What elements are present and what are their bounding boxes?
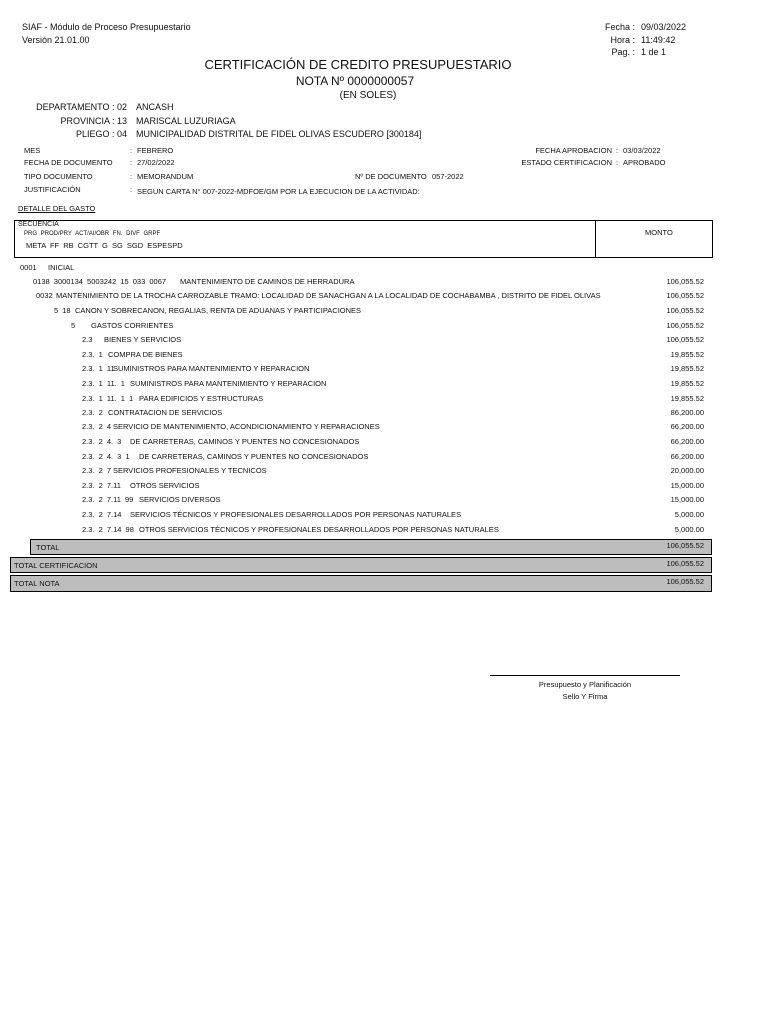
line-description: CONTRATACION DE SERVICIOS [108, 408, 223, 417]
line-description: COMPRA DE BIENES [108, 350, 183, 359]
line-code: 2.3. 2 4. 3 1 [82, 452, 130, 461]
line-code: 2.3. 2 7 [82, 466, 112, 475]
detalle-header-box [14, 220, 713, 258]
line-description: SUMINISTROS PARA MANTENIMIENTO Y REPARACION [130, 379, 327, 388]
fecha-aprobacion-label: FECHA APROBACION [535, 146, 612, 155]
numero-documento-value: 057-2022 [432, 172, 464, 181]
fecha-label: Fecha : [604, 22, 635, 32]
line-description: MANTENIMIENTO DE LA TROCHA CARROZABLE TRAMO: LOCALIDAD DE SANACHGAN A LA LOCALIDAD DE COCHABAMBA , DISTRITO DE FIDEL OLIVAS [56, 291, 601, 300]
line-amount: 15,000.00 [670, 481, 704, 490]
detalle-gasto-title: DETALLE DEL GASTO [18, 204, 96, 213]
page-value: 1 de 1 [641, 47, 667, 57]
detail-line [0, 394, 768, 406]
line-amount: 5,000.00 [674, 525, 704, 534]
detail-line [0, 466, 768, 478]
tipo-documento-label: TIPO DOCUMENTO [24, 172, 93, 181]
line-amount: 66,200.00 [670, 452, 704, 461]
total-row [30, 539, 712, 555]
detail-line [0, 437, 768, 449]
fecha-aprobacion-value: 03/03/2022 [623, 146, 661, 155]
total-nota-value: 106,055.52 [666, 577, 704, 586]
line-code: 2.3. 1 11 [82, 364, 115, 373]
line-description: DE CARRETERAS, CAMINOS Y PUENTES NO CONCESIONADOS [139, 452, 369, 461]
line-code: 0138 3000134 5003242 15 033 0067 [33, 277, 167, 286]
detail-line [0, 306, 768, 318]
colon: : [130, 158, 133, 167]
line-description: MANTENIMIENTO DE CAMINOS DE HERRADURA [180, 277, 355, 286]
line-amount: 15,000.00 [670, 495, 704, 504]
line-description: SERVICIOS DIVERSOS [139, 495, 221, 504]
colon: : [130, 146, 133, 155]
line-amount: 66,200.00 [670, 422, 704, 431]
estado-certificacion-value: APROBADO [623, 158, 666, 167]
signature-line [490, 675, 680, 676]
line-amount: 106,055.52 [666, 321, 704, 330]
total-label: TOTAL [36, 543, 60, 552]
detail-line [0, 422, 768, 434]
provincia-value: MARISCAL LUZURIAGA [136, 116, 236, 126]
mes-label: MES [24, 146, 41, 155]
colon: : [616, 158, 619, 167]
line-amount: 19,855.52 [670, 394, 704, 403]
pliego-value: MUNICIPALIDAD DISTRITAL DE FIDEL OLIVAS ESCUDERO [300184] [136, 129, 422, 139]
justificacion-value: SEGUN CARTA N° 007-2022-MDFOE/GM POR LA EJECUCION DE LA ACTIVIDAD: [137, 187, 420, 196]
numero-documento-label: Nº DE DOCUMENTO [355, 172, 427, 181]
line-description: OTROS SERVICIOS TÉCNICOS Y PROFESIONALES DESARROLLADOS POR PERSONAS NATURALES [139, 525, 499, 534]
line-code: 2.3. 2 7.11 99 [82, 495, 134, 504]
signature-area: Presupuesto y Planificación [538, 680, 632, 689]
line-amount: 106,055.52 [666, 335, 704, 344]
hora-label: Hora : [610, 35, 635, 45]
pliego-label: PLIEGO : 04 [75, 129, 127, 139]
currency-note: (EN SOLES) [339, 90, 397, 101]
line-code: 2.3. 2 7.11 [82, 481, 121, 490]
line-description: CANON Y SOBRECANON, REGALIAS, RENTA DE ADUANAS Y PARTICIPACIONES [75, 306, 362, 315]
total-certificacion-value: 106,055.52 [666, 559, 704, 568]
line-code: 2.3. 2 7.14 98 [82, 525, 134, 534]
nota-label: NOTA Nº [295, 74, 345, 88]
line-code: 2.3. 2 [82, 408, 103, 417]
total-value: 106,055.52 [666, 541, 704, 550]
page-label: Pag. : [611, 47, 635, 57]
line-amount: 19,855.52 [670, 379, 704, 388]
detail-line [0, 408, 768, 420]
line-code: 5 [71, 321, 76, 330]
line-code: 2.3. 1 11. 1 1 [82, 394, 134, 403]
detail-line [0, 350, 768, 362]
detail-line [0, 335, 768, 347]
line-code: 2.3. 1 11. 1 [82, 379, 125, 388]
detail-line [0, 291, 768, 303]
detail-line [0, 263, 768, 275]
provincia-label: PROVINCIA : 13 [60, 116, 127, 126]
detail-line [0, 364, 768, 376]
line-amount: 19,855.52 [670, 364, 704, 373]
nota-value: 0000000057 [347, 74, 415, 88]
departamento-label: DEPARTAMENTO : 02 [36, 102, 127, 112]
detail-line [0, 525, 768, 537]
detail-line [0, 495, 768, 507]
line-code: 2.3. 1 [82, 350, 103, 359]
line-description: GASTOS CORRIENTES [91, 321, 174, 330]
line-description: OTROS SERVICIOS [130, 481, 200, 490]
line-amount: 20,000.00 [670, 466, 704, 475]
line-amount: 86,200.00 [670, 408, 704, 417]
line-code: 0032 [36, 291, 53, 300]
justificacion-label: JUSTIFICACIÓN [24, 185, 81, 194]
detail-line [0, 321, 768, 333]
line-description: INICIAL [48, 263, 75, 272]
line-description: SERVICIOS PROFESIONALES Y TECNICOS [113, 466, 267, 475]
colon: : [130, 172, 133, 181]
line-amount: 106,055.52 [666, 277, 704, 286]
mes-value: FEBRERO [137, 146, 174, 155]
column-codes-line1: PRG PROD/PRY ACT/AI/OBR FN. DIVF GRPF [24, 231, 161, 237]
line-code: 2.3. 2 4 [82, 422, 112, 431]
line-code: 5 18 [54, 306, 71, 315]
departamento-value: ANCASH [136, 102, 174, 112]
line-code: 0001 [20, 263, 37, 272]
line-amount: 66,200.00 [670, 437, 704, 446]
line-amount: 106,055.52 [666, 291, 704, 300]
detail-line [0, 277, 768, 289]
system-version: Versión 21.01.00 [22, 35, 90, 45]
signature-caption: Sello Y Firma [562, 692, 608, 701]
line-code: 2.3. 2 7.14 [82, 510, 122, 519]
line-code: 2.3. 2 4. 3 [82, 437, 122, 446]
line-description: DE CARRETERAS, CAMINOS Y PUENTES NO CONCESIONADOS [130, 437, 360, 446]
line-description: PARA EDIFICIOS Y ESTRUCTURAS [139, 394, 264, 403]
line-amount: 106,055.52 [666, 306, 704, 315]
total-nota-row [10, 575, 712, 592]
total-certificacion-row [10, 557, 712, 573]
colon: : [616, 146, 619, 155]
secuencia-label: SECUENCIA [18, 221, 59, 228]
line-description: BIENES Y SERVICIOS [104, 335, 182, 344]
line-description: SERVICIO DE MANTENIMIENTO, ACONDICIONAMIENTO Y REPARACIONES [113, 422, 380, 431]
system-name: SIAF - Módulo de Proceso Presupuestario [22, 22, 191, 32]
line-description: SERVICIOS TÉCNICOS Y PROFESIONALES DESARROLLADOS POR PERSONAS NATURALES [130, 510, 462, 519]
detail-line [0, 452, 768, 464]
tipo-documento-value: MEMORANDUM [137, 172, 194, 181]
total-nota-label: TOTAL NOTA [14, 579, 60, 588]
hora-value: 11:49:42 [641, 35, 676, 45]
line-code: 2.3 [82, 335, 93, 344]
column-codes-line2: META FF RB CGTT G SG SGD ESPESPD [26, 241, 183, 250]
estado-certificacion-label: ESTADO CERTIFICACION [521, 158, 612, 167]
fecha-documento-label: FECHA DE DOCUMENTO [24, 158, 113, 167]
document-title: CERTIFICACIÓN DE CREDITO PRESUPUESTARIO [204, 57, 512, 72]
fecha-documento-value: 27/02/2022 [137, 158, 175, 167]
detail-line [0, 379, 768, 391]
header-divider [595, 220, 596, 258]
nota-number [0, 74, 710, 88]
line-amount: 5,000.00 [674, 510, 704, 519]
colon: : [130, 185, 133, 194]
line-description: SUMINISTROS PARA MANTENIMIENTO Y REPARACION [113, 364, 310, 373]
total-certificacion-label: TOTAL CERTIFICACION [14, 561, 98, 570]
fecha-value: 09/03/2022 [641, 22, 687, 32]
monto-label: MONTO [645, 228, 673, 237]
detail-line [0, 481, 768, 493]
line-amount: 19,855.52 [670, 350, 704, 359]
detail-line [0, 510, 768, 522]
